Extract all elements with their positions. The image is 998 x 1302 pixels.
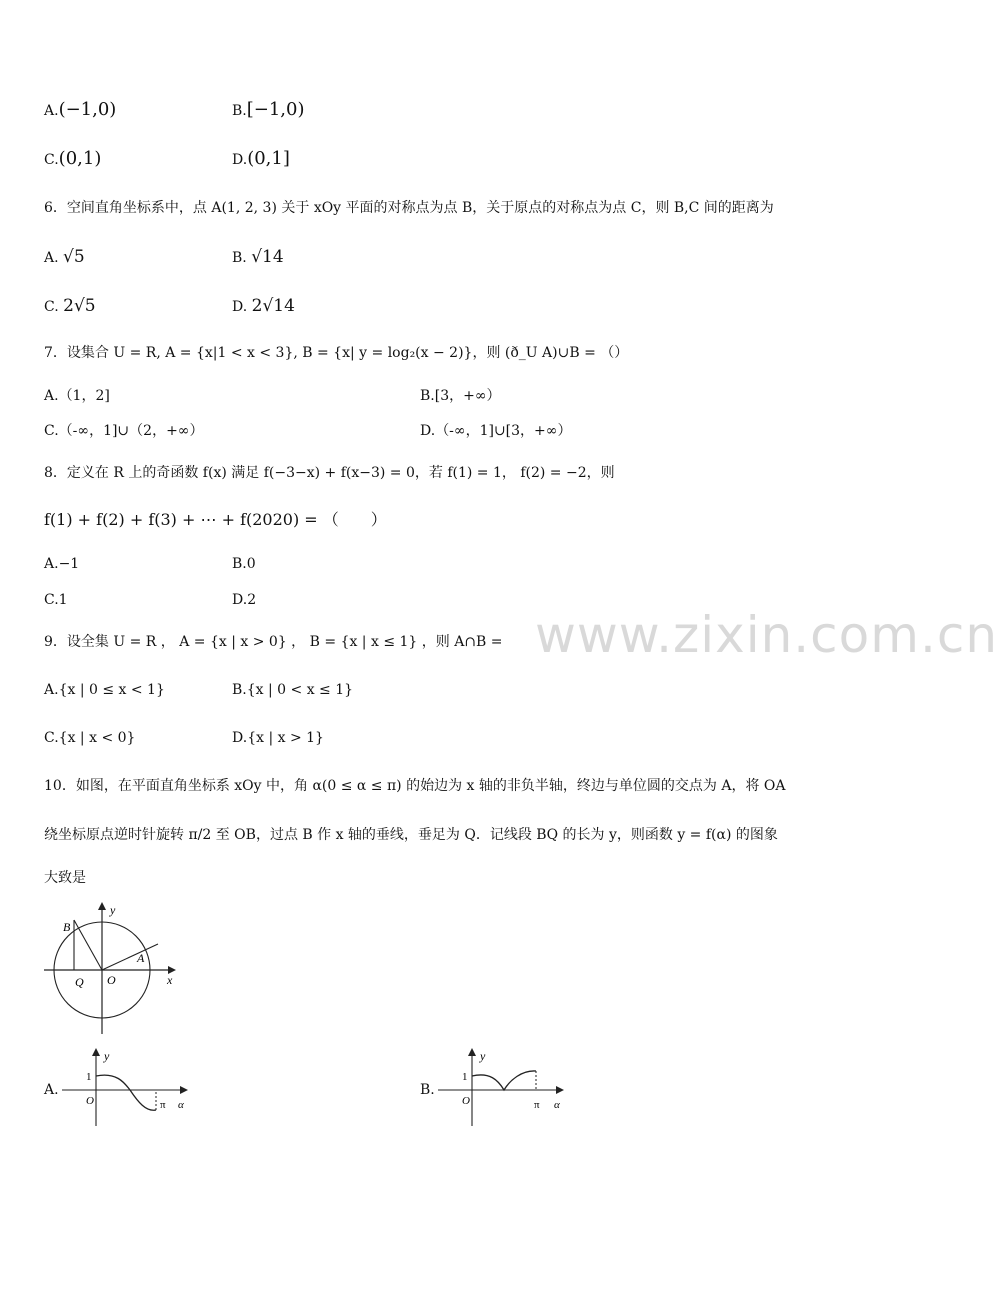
curve	[96, 1075, 156, 1110]
option-text: {x | 0 < x ≤ 1}	[246, 682, 354, 698]
option-text: −1	[58, 556, 80, 572]
option-label: B.	[232, 682, 247, 698]
option-text: 0	[246, 556, 256, 572]
label-y: y	[480, 1049, 486, 1063]
option-label: B.	[232, 250, 247, 266]
q7-option-c[interactable]	[44, 421, 203, 441]
q7-stem: 7．设集合 U = R, A = {x|1 < x < 3}, B = {x| y = log₂(x − 2)}，则 (ð_U A)∪B = （）	[44, 345, 629, 361]
option-label: A.	[44, 556, 59, 572]
option-label: D.	[232, 299, 248, 315]
option-label: A.	[44, 103, 59, 119]
q10-option-b-label[interactable]: B.	[420, 1082, 435, 1098]
q10-option-a-label[interactable]: A.	[44, 1082, 59, 1098]
label-pi: π	[160, 1099, 166, 1111]
label-y: y	[104, 1049, 110, 1063]
q6-option-d[interactable]	[232, 296, 295, 317]
q9-option-b[interactable]	[232, 680, 353, 700]
q5-option-d[interactable]	[232, 149, 290, 170]
q10-option-b-graph[interactable]	[434, 1044, 574, 1130]
label-one: 1	[462, 1071, 468, 1083]
label-o: O	[462, 1095, 470, 1107]
option-text: （-∞，1]∪[3，+∞）	[435, 423, 572, 439]
x-axis-arrow	[556, 1086, 564, 1094]
q9-option-a[interactable]	[44, 680, 165, 700]
q7-option-d[interactable]	[420, 421, 571, 441]
label-o: O	[107, 973, 116, 987]
option-label: C.	[44, 730, 59, 746]
q6-option-a[interactable]	[44, 247, 85, 268]
q7-option-a[interactable]	[44, 386, 110, 406]
option-text: 2√14	[251, 296, 295, 316]
option-text: (0,1]	[247, 148, 290, 169]
option-label: C.	[44, 152, 59, 168]
q8-option-c[interactable]	[44, 590, 68, 610]
y-axis-arrow	[468, 1048, 476, 1056]
watermark: www.zixin.com.cn	[535, 606, 998, 664]
q8-stem-expression: f(1) + f(2) + f(3) + ⋯ + f(2020) = （ ）	[44, 510, 387, 529]
q10-stem-line2: 绕坐标原点逆时针旋转 π/2 至 OB，过点 B 作 x 轴的垂线，垂足为 Q．记线段 BQ 的长为 y，则函数 y = f(α) 的图象	[44, 827, 778, 843]
label-alpha: α	[554, 1099, 560, 1111]
option-label: C.	[44, 592, 59, 608]
q9-stem: 9．设全集 U = R ， A = {x | x > 0} ， B = {x | x ≤ 1} ，则 A∩B =	[44, 634, 503, 650]
q10-stem-line3: 大致是	[44, 870, 86, 886]
q7-option-b[interactable]	[420, 386, 501, 406]
option-label: A.	[44, 250, 59, 266]
q8-option-a[interactable]	[44, 554, 79, 574]
y-axis-arrow	[92, 1048, 100, 1056]
label-o: O	[86, 1095, 94, 1107]
q6-stem: 6．空间直角坐标系中，点 A(1, 2, 3) 关于 xOy 平面的对称点为点 B，关于原点的对称点为点 C，则 B,C 间的距离为	[44, 200, 774, 216]
label-one: 1	[86, 1071, 92, 1083]
option-text: {x | x < 0}	[58, 730, 136, 746]
unit-circle-figure	[40, 898, 185, 1038]
option-text: [−1,0)	[246, 99, 305, 120]
option-label: B.	[420, 388, 435, 404]
option-text: (0,1)	[58, 148, 102, 169]
curve	[472, 1071, 536, 1090]
option-text: √5	[63, 247, 85, 267]
q5-option-c[interactable]	[44, 149, 101, 170]
option-label: C.	[44, 299, 59, 315]
q10-option-a-graph[interactable]	[58, 1044, 198, 1130]
q9-option-d[interactable]	[232, 728, 324, 748]
option-text: (−1,0)	[58, 99, 117, 120]
option-text: （-∞，1]∪（2，+∞）	[58, 423, 204, 439]
label-pi: π	[534, 1099, 540, 1111]
option-label: B.	[232, 556, 247, 572]
label-alpha: α	[178, 1099, 184, 1111]
option-text: {x | x > 1}	[247, 730, 324, 746]
option-label: C.	[44, 423, 59, 439]
option-text: [3，+∞）	[434, 388, 501, 404]
segment-ob	[74, 920, 102, 970]
option-label: A.	[44, 388, 59, 404]
label-a: A	[137, 951, 145, 965]
label-b: B	[63, 920, 71, 934]
q10-stem-line1: 10．如图，在平面直角坐标系 xOy 中，角 α(0 ≤ α ≤ π) 的始边为 x 轴的非负半轴，终边与单位圆的交点为 A，将 OA	[44, 778, 786, 794]
option-label: A.	[44, 682, 59, 698]
q5-option-b[interactable]	[232, 100, 305, 121]
option-text: （1，2]	[58, 388, 110, 404]
y-axis-arrow	[98, 902, 106, 910]
option-label: D.	[232, 730, 248, 746]
x-axis-arrow	[180, 1086, 188, 1094]
option-text: 1	[58, 592, 68, 608]
label-x: x	[167, 973, 173, 987]
option-label: B.	[232, 103, 247, 119]
q8-option-d[interactable]	[232, 590, 256, 610]
option-text: {x | 0 ≤ x < 1}	[58, 682, 165, 698]
label-q: Q	[75, 975, 84, 989]
q8-option-b[interactable]	[232, 554, 256, 574]
q6-option-c[interactable]	[44, 296, 96, 317]
q5-option-a[interactable]	[44, 100, 116, 121]
q6-option-b[interactable]	[232, 247, 284, 268]
option-text: √14	[251, 247, 284, 267]
option-text: 2	[247, 592, 257, 608]
option-text: 2√5	[63, 296, 96, 316]
option-label: D.	[232, 592, 248, 608]
q9-option-c[interactable]	[44, 728, 135, 748]
q8-stem: 8．定义在 R 上的奇函数 f(x) 满足 f(−3−x) + f(x−3) = 0，若 f(1) = 1， f(2) = −2，则	[44, 465, 615, 481]
label-y: y	[110, 903, 116, 917]
option-label: D.	[420, 423, 436, 439]
option-label: D.	[232, 152, 248, 168]
